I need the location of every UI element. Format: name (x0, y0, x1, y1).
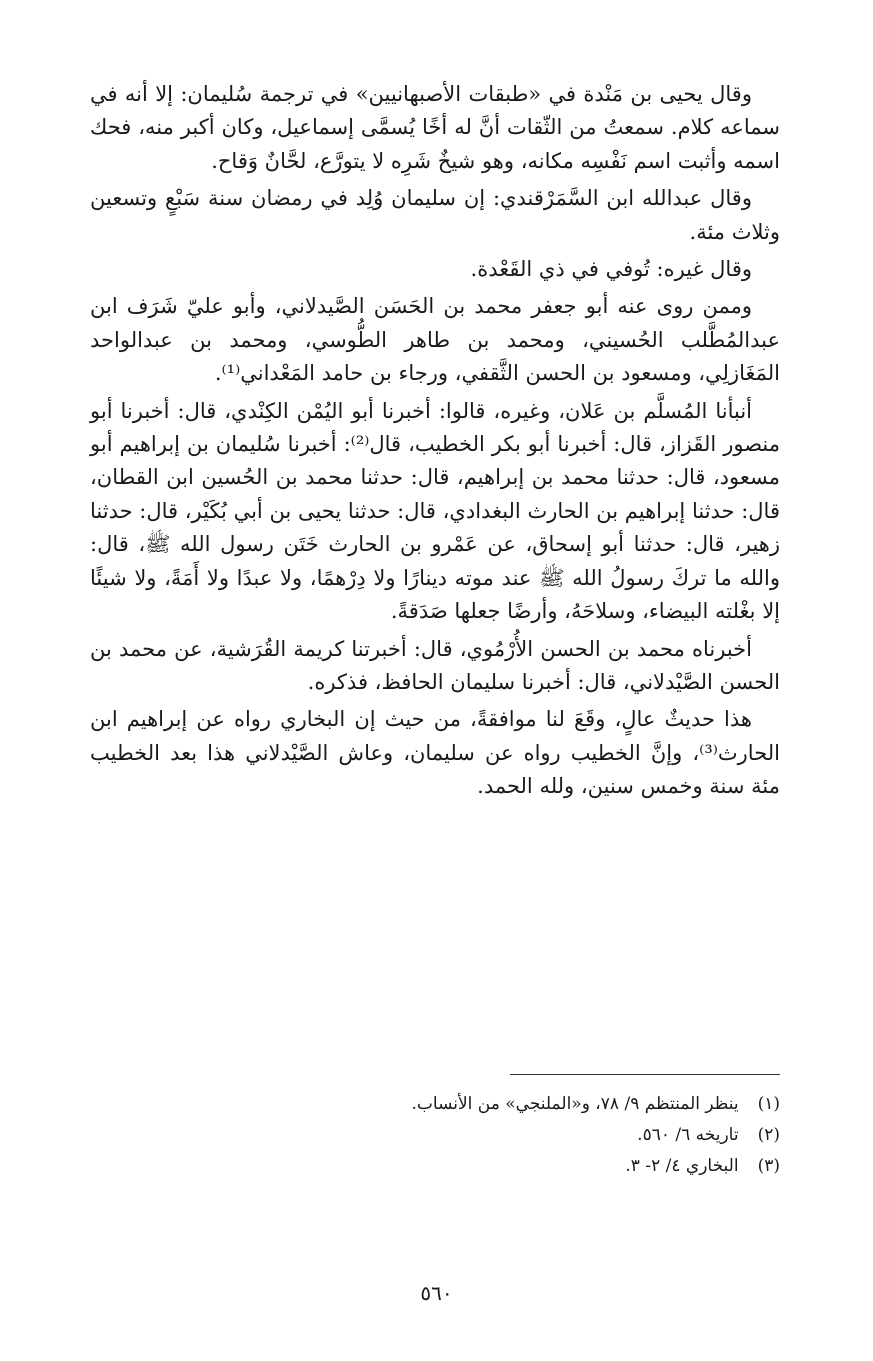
footnote-text: البخاري ٤/ ٢- ٣. (625, 1156, 739, 1176)
page-body (90, 78, 780, 804)
footnote (90, 1089, 780, 1120)
paragraph: وقال عبدالله ابن السَّمَرْقندي: إن سليمان وُلِد في رمضان سنة سَبْعٍ وتسعين وثلاث مئة. (90, 186, 780, 244)
footnote (90, 1120, 780, 1151)
footnote-text: ينظر المنتظم ٩/ ٧٨، و«الملنجي» من الأنساب. (411, 1094, 739, 1114)
paragraph: أنبأنا المُسلَّم بن عَلان، وغيره، قالوا: أخبرنا أبو اليُمْن الكِنْدي، قال: أخبرنا أبو منصور القَزاز، قال: أخبرنا أبو بكر الخطيب، قال⁽²⁾: أخبرنا سُليمان بن إبراهيم أبو مسعود، قال: حدثنا محمد بن إبراهيم، قال: حدثنا محمد بن الحُسين ابن القطان، قال: حدثنا إبراهيم بن الحارث البغدادي، قال: حدثنا يحيى بن أبي بُكَيْر، قال: حدثنا زهير، قال: حدثنا أبو إسحاق، عن عَمْرو بن الحارث خَتَن رسول الله ﷺ، قال: والله ما تركَ رسولُ الله ﷺ عند موته دينارًا ولا دِرْهمًا، ولا عبدًا ولا أَمَةً، ولا شيئًا إلا بغْلته البيضاء، وسلاحَهُ، وأرضًا جعلها صَدَقةً. (90, 398, 780, 624)
footnote (90, 1151, 780, 1182)
page-number: ٥٦٠ (420, 1281, 453, 1305)
main-text (90, 78, 780, 804)
footnote-number: (٣) (757, 1156, 780, 1176)
paragraph: وممن روى عنه أبو جعفر محمد بن الحَسَن الصَّيدلاني، وأبو عليّ شَرَف ابن عبدالمُطَّلب الحُسيني، ومحمد بن طاهر الطُّوسي، ومحمد بن عبدالواحد المَغَازلِي، ومسعود بن الحسن الثَّقفي، ورجاء بن حامد المَعْداني⁽¹⁾. (90, 294, 780, 386)
footnote-divider (510, 1074, 780, 1075)
footnote-number: (٢) (757, 1125, 780, 1145)
footnotes (90, 1074, 780, 1182)
paragraph: أخبرناه محمد بن الحسن الأُرْمُوي، قال: أخبرتنا كريمة القُرَشية، عن محمد بن الحسن الصَّيْدلاني، قال: أخبرنا سليمان الحافظ، فذكره. (90, 636, 780, 694)
footnote-text: تاريخه ٦/ ٥٦٠. (637, 1125, 739, 1145)
footnote-number: (١) (757, 1094, 780, 1114)
paragraph: هذا حديثٌ عالٍ، وقَعَ لنا موافقةً، من حيث إن البخاري رواه عن إبراهيم ابن الحارث⁽³⁾، وإنَّ الخطيب رواه عن سليمان، وعاش الصَّيْدلاني هذا بعد الخطيب مئة سنة وخمس سنين، ولله الحمد. (90, 707, 780, 799)
paragraph: وقال يحيى بن مَنْدة في «طبقات الأصبهانيين» في ترجمة سُليمان: إلا أنه في سماعه كلام. سمعتُ من الثّقات أنَّ له أخًا يُسمَّى إسماعيل، وكان أكبر منه، فحك اسمه وأثبت اسم نَفْسِه مكانه، وهو شيخٌ شَرِه لا يتورَّع، لحَّانٌ وَقاح. (90, 82, 780, 173)
paragraph: وقال غيره: تُوفي في ذي القَعْدة. (470, 257, 752, 282)
